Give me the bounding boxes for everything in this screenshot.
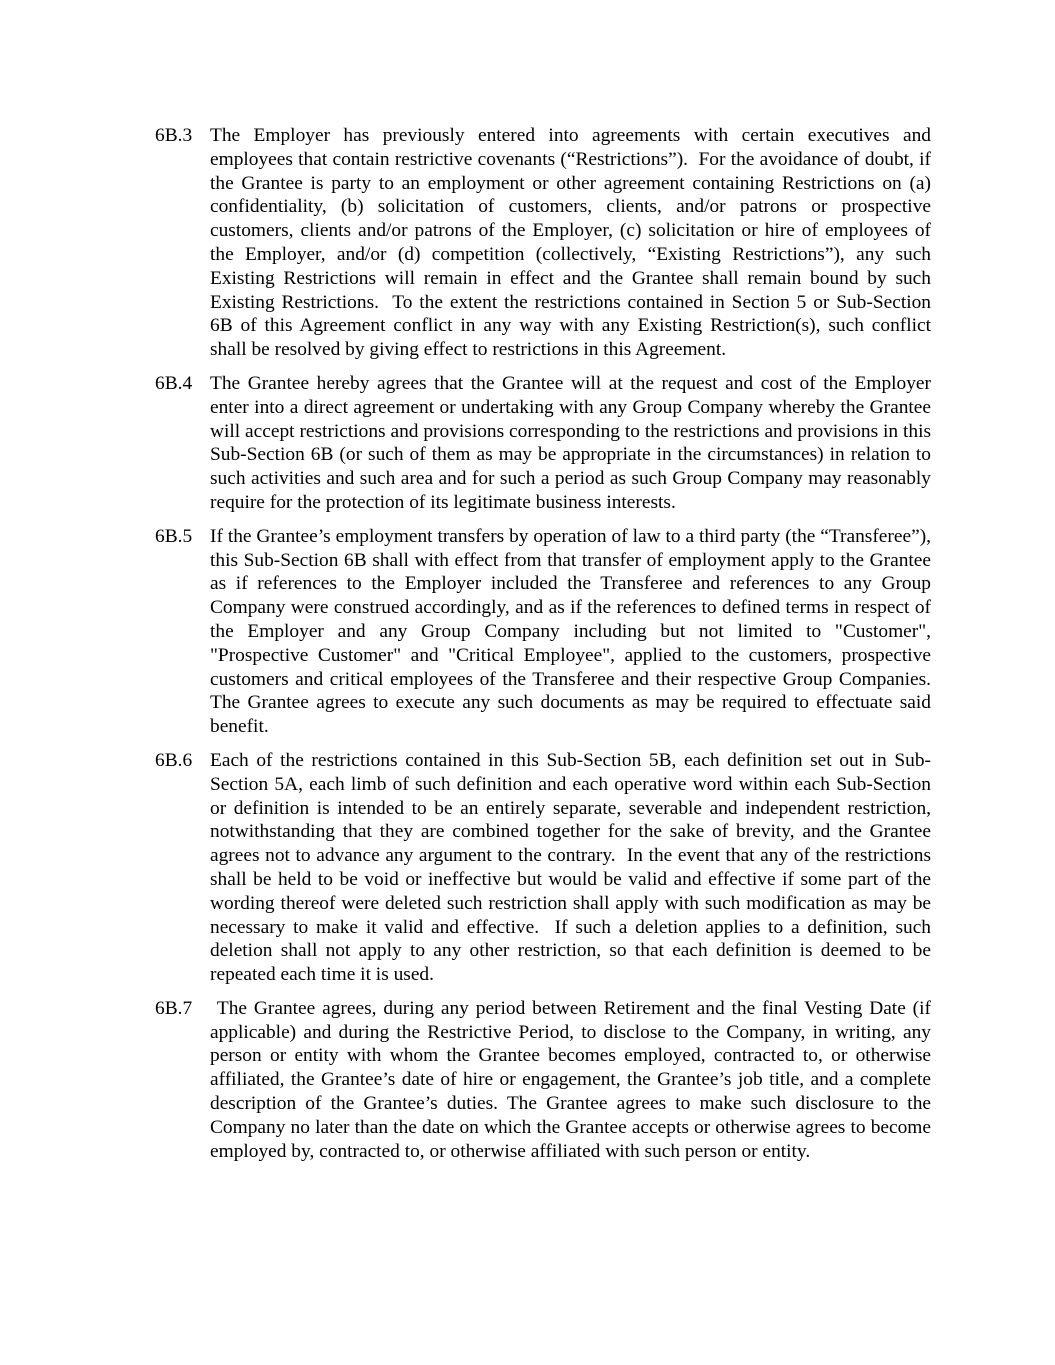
clause-text: Each of the restrictions contained in this Sub-Section 5B, each definition set out in Sub-Section 5A, each limb of such definition and each operative word within each Sub-Section or definition is intended to be an entirely separate, severable and independent restriction, notwithstanding that they are combined together for the sake of brevity, and the Grantee agrees not to advance any argument to the contrary. In the event that any of the restrictions shall be held to be void or ineffective but would be valid and effective if some part of the wording thereof were deleted such restriction shall apply with such modification as may be necessary to make it valid and effective. If such a deletion applies to a definition, such deletion shall not apply to any other restriction, so that each definition is deemed to be repeated each time it is used. bbox=[210, 749, 936, 986]
clause-text: The Grantee hereby agrees that the Grantee will at the request and cost of the Employer enter into a direct agreement or undertaking with any Group Company whereby the Grantee will accept restrictions and provisions corresponding to the restrictions and provisions in this Sub-Section 6B (or such of them as may be appropriate in the circumstances) in relation to such activities and such area and for such a period as such Group Company may reasonably require for the protection of its legitimate business interests. bbox=[210, 372, 936, 513]
clause-6b6 bbox=[155, 749, 936, 987]
clause-6b5 bbox=[155, 525, 941, 739]
clause-number: 6B.5 bbox=[155, 525, 193, 547]
clause-text: If the Grantee’s employment transfers by operation of law to a third party (the “Transferee”), this Sub-Section 6B shall with effect from that transfer of employment apply to the Grantee as if references to the Employer included the Transferee and references to any Group Company were construed accordingly, and as if the references to defined terms in respect of the Employer and any Group Company including but not limited to "Customer", "Prospective Customer" and "Critical Employee", applied to the customers, prospective customers and critical employees of the Transferee and their respective Group Companies. The Grantee agrees to execute any such documents as may be required to effectuate said benefit. bbox=[210, 525, 941, 738]
clause-text: The Grantee agrees, during any period between Retirement and the final Vesting Date (if applicable) and during the Restrictive Period, to disclose to the Company, in writing, any person or entity with whom the Grantee becomes employed, contracted to, or otherwise affiliated, the Grantee’s date of hire or engagement, the Grantee’s job title, and a complete description of the Grantee’s duties. The Grantee agrees to make such disclosure to the Company no later than the date on which the Grantee accepts or otherwise agrees to become employed by, contracted to, or otherwise affiliated with such person or entity. bbox=[210, 997, 936, 1162]
clause-6b3 bbox=[155, 124, 936, 362]
clause-number: 6B.6 bbox=[155, 749, 193, 771]
clause-number: 6B.3 bbox=[155, 125, 193, 146]
clause-6b4 bbox=[155, 372, 936, 515]
clause-text: The Employer has previously entered into agreements with certain executives and employees that contain restrictive covenants (“Restrictions”). For the avoidance of doubt, if the Grantee is party to an employment or other agreement containing Restrictions on (a) confidentiality, (b) solicitation of customers, clients, and/or patrons or prospective customers, clients and/or patrons of the Employer, (c) solicitation or hire of employees of the Employer, and/or (d) competition (collectively, “Existing Restrictions”), any such Existing Restrictions will remain in effect and the Grantee shall remain bound by such Existing Restrictions. To the extent the restrictions contained in Section 5 or Sub-Section 6B of this Agreement conflict in any way with any Existing Restriction(s), such conflict shall be resolved by giving effect to restrictions in this Agreement. bbox=[210, 125, 936, 361]
clause-number: 6B.7 bbox=[155, 997, 193, 1019]
clause-6b7 bbox=[155, 997, 936, 1164]
clause-list bbox=[155, 124, 941, 1163]
clause-number: 6B.4 bbox=[155, 372, 193, 394]
